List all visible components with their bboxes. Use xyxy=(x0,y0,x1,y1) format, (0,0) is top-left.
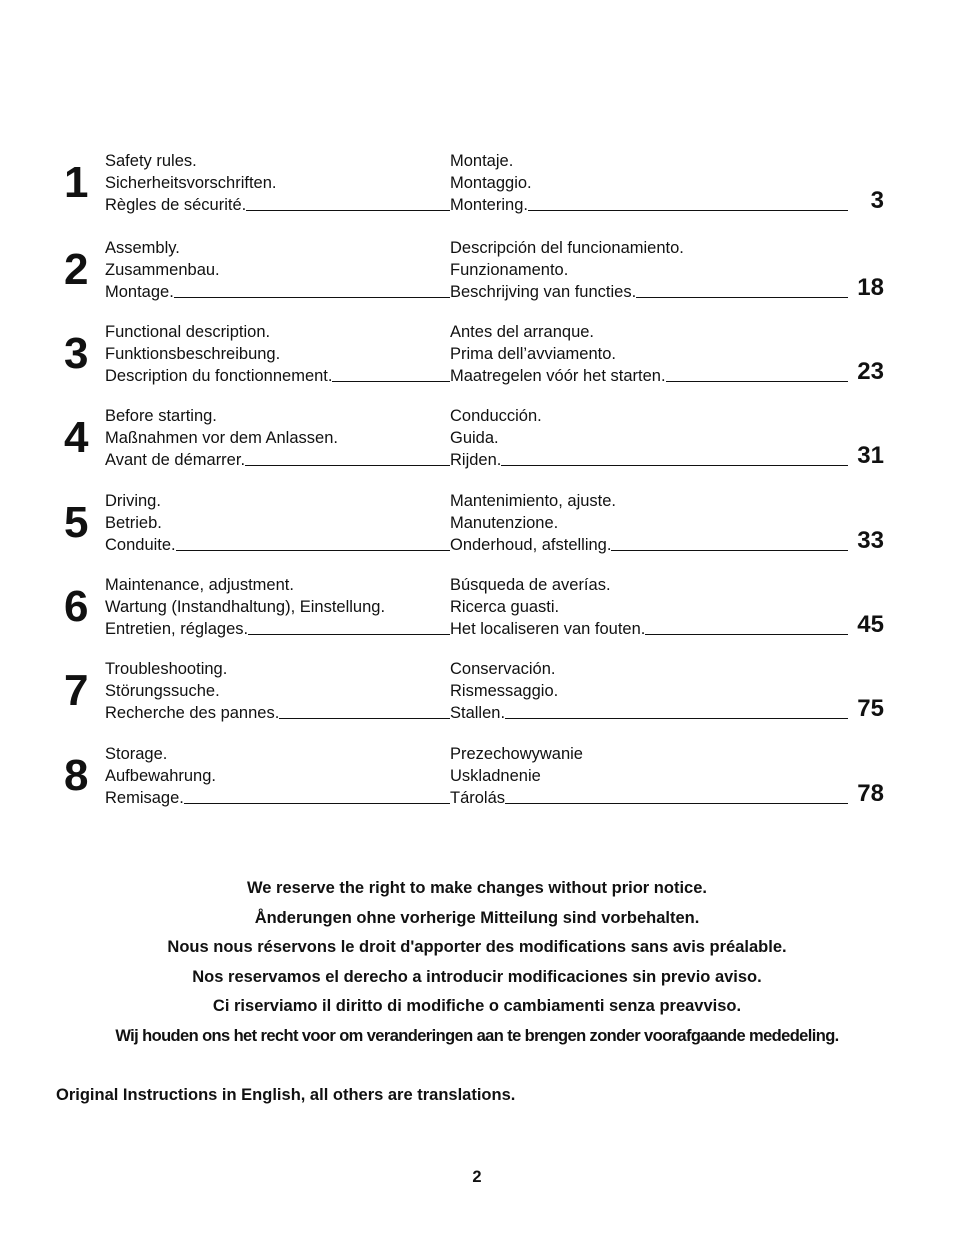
dot-leader xyxy=(246,210,450,211)
toc-entry-en: Safety rules. xyxy=(105,152,197,170)
page-reference: 78 xyxy=(857,780,884,807)
section-number: 4 xyxy=(64,413,89,462)
section-number: 3 xyxy=(64,329,89,378)
toc-entry-fr: Avant de démarrer. xyxy=(105,450,450,470)
notice-nl: Wij houden ons het recht voor om veranderingen aan te brengen zonder voorafgaande mededeling. xyxy=(115,1026,839,1045)
toc-entry-nl: Het localiseren van fouten. xyxy=(450,619,848,639)
toc-section-7 xyxy=(0,659,954,725)
page-reference: 75 xyxy=(857,695,884,722)
toc-entry-es: Montaje. xyxy=(450,152,514,170)
toc-entry-sk: Uskladnenie xyxy=(450,767,541,785)
toc-entry-de: Funktionsbeschreibung. xyxy=(105,345,281,363)
page-reference: 45 xyxy=(857,611,884,638)
toc-entry-fr: Recherche des pannes. xyxy=(105,703,450,723)
toc-entry-en: Driving. xyxy=(105,492,161,510)
notice-fr: Nous nous réservons le droit d'apporter des modifications sans avis préalable. xyxy=(167,938,787,957)
toc-section-6 xyxy=(0,575,954,641)
toc-entry-it: Funzionamento. xyxy=(450,261,569,279)
page-reference: 3 xyxy=(870,187,884,214)
toc-entry-nl: Rijden. xyxy=(450,450,848,470)
change-notices xyxy=(0,878,954,1056)
toc-entry-de: Sicherheitsvorschriften. xyxy=(105,174,277,192)
page-number: 2 xyxy=(472,1168,482,1186)
toc-entry-en: Assembly. xyxy=(105,239,180,257)
toc-entry-fr: Description du fonctionnement. xyxy=(105,366,450,386)
dot-leader xyxy=(184,803,450,804)
toc-entry-hu: Tárolás xyxy=(450,788,848,808)
toc-entry-es: Conducción. xyxy=(450,407,542,425)
section-number: 2 xyxy=(64,245,89,294)
toc-entry-de: Aufbewahrung. xyxy=(105,767,216,785)
toc-entry-de: Zusammenbau. xyxy=(105,261,220,279)
section-number: 6 xyxy=(64,582,89,631)
dot-leader xyxy=(505,803,848,804)
toc-entry-en: Functional description. xyxy=(105,323,271,341)
notice-it: Ci riserviamo il diritto di modifiche o cambiamenti senza preavviso. xyxy=(212,997,742,1016)
notice-en: We reserve the right to make changes without prior notice. xyxy=(247,879,707,897)
dot-leader xyxy=(332,381,450,382)
toc-entry-es: Conservación. xyxy=(450,660,556,678)
toc-entry-it: Ricerca guasti. xyxy=(450,598,560,616)
toc-entry-es: Descripción del funcionamiento. xyxy=(450,239,684,257)
toc-entry-en: Maintenance, adjustment. xyxy=(105,576,294,594)
toc-entry-it: Montaggio. xyxy=(450,174,532,192)
section-number: 1 xyxy=(64,158,89,207)
toc-section-8 xyxy=(0,744,954,810)
section-number: 5 xyxy=(64,498,89,547)
section-number: 7 xyxy=(64,666,89,715)
dot-leader xyxy=(176,550,450,551)
toc-entry-nl: Stallen. xyxy=(450,703,848,723)
dot-leader xyxy=(611,550,848,551)
dot-leader xyxy=(645,634,848,635)
toc-entry-es: Antes del arranque. xyxy=(450,323,595,341)
toc-entry-fr: Entretien, réglages. xyxy=(105,619,450,639)
toc-entry-nl: Montering. xyxy=(450,195,848,215)
toc-entry-fr: Remisage. xyxy=(105,788,450,808)
original-instructions-note: Original Instructions in English, all others are translations. xyxy=(56,1086,516,1104)
toc-entry-it: Manutenzione. xyxy=(450,514,559,532)
page-reference: 31 xyxy=(857,442,884,469)
toc-entry-it: Prima dell’avviamento. xyxy=(450,345,616,363)
notice-es: Nos reservamos el derecho a introducir modificaciones sin previo aviso. xyxy=(192,967,762,986)
toc-entry-nl: Beschrijving van functies. xyxy=(450,282,848,302)
toc-entry-it: Rismessaggio. xyxy=(450,682,559,700)
toc-entry-pl: Prezechowywanie xyxy=(450,745,583,763)
notice-de: Ånderungen ohne vorherige Mitteilung sind vorbehalten. xyxy=(254,908,700,927)
toc-entry-fr: Conduite. xyxy=(105,535,450,555)
dot-leader xyxy=(174,297,450,298)
dot-leader xyxy=(248,634,450,635)
section-number: 8 xyxy=(64,751,89,800)
toc-entry-nl: Maatregelen vóór het starten. xyxy=(450,366,848,386)
page-reference: 33 xyxy=(857,527,884,554)
toc-entry-en: Before starting. xyxy=(105,407,217,425)
toc-entry-de: Wartung (Instandhaltung), Einstellung. xyxy=(105,598,386,616)
toc-entry-es: Mantenimiento, ajuste. xyxy=(450,492,617,510)
toc-entry-en: Troubleshooting. xyxy=(105,660,228,678)
toc-entry-de: Störungssuche. xyxy=(105,682,220,700)
dot-leader xyxy=(505,718,848,719)
dot-leader xyxy=(245,465,450,466)
dot-leader xyxy=(666,381,848,382)
page-reference: 18 xyxy=(857,274,884,301)
toc-entry-nl: Onderhoud, afstelling. xyxy=(450,535,848,555)
dot-leader xyxy=(279,718,450,719)
dot-leader xyxy=(501,465,848,466)
toc-section-1 xyxy=(0,151,954,217)
toc-entry-en: Storage. xyxy=(105,745,168,763)
toc-section-3 xyxy=(0,322,954,388)
toc-section-4 xyxy=(0,406,954,472)
toc-section-2 xyxy=(0,238,954,304)
toc-entry-fr: Montage. xyxy=(105,282,450,302)
dot-leader xyxy=(636,297,848,298)
toc-entry-it: Guida. xyxy=(450,429,499,447)
toc-section-5 xyxy=(0,491,954,557)
toc-entry-de: Maßnahmen vor dem Anlassen. xyxy=(105,429,338,447)
page-reference: 23 xyxy=(857,358,884,385)
toc-entry-de: Betrieb. xyxy=(105,514,162,532)
toc-entry-es: Búsqueda de averías. xyxy=(450,576,611,594)
dot-leader xyxy=(528,210,848,211)
toc-entry-fr: Règles de sécurité. xyxy=(105,195,450,215)
